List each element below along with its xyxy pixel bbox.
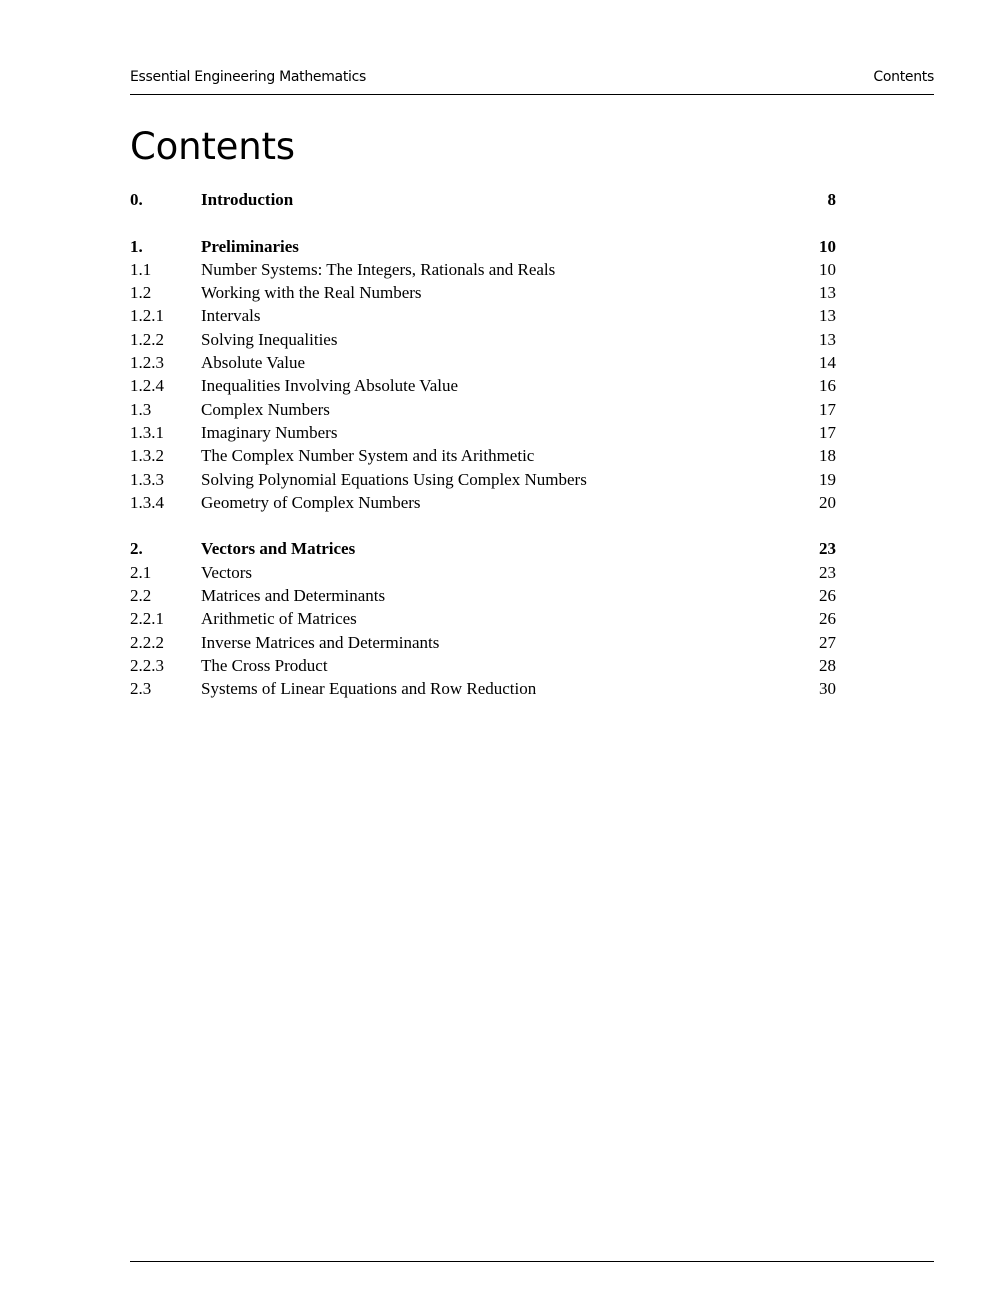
toc-number: 1.2.1 [130,306,164,326]
toc-entry-row[interactable] [130,631,836,654]
toc-page-number: 23 [819,562,836,582]
toc-title: Solving Inequalities [201,329,338,349]
toc-page-number: 19 [819,469,836,489]
toc-page-number: 18 [819,446,836,466]
toc-number: 1.2.2 [130,329,164,349]
toc-title: Number Systems: The Integers, Rationals and Reals [201,259,556,279]
toc-page-number: 10 [819,236,836,256]
toc-title: Solving Polynomial Equations Using Complex Numbers [201,469,587,489]
toc-chapter-section [130,537,836,700]
toc-entry-row[interactable] [130,304,836,327]
toc-title: Systems of Linear Equations and Row Reduction [201,679,537,699]
toc-title: Working with the Real Numbers [201,283,422,303]
toc-chapter-row[interactable] [130,537,836,560]
toc-number: 2.1 [130,562,152,582]
toc-number: 1.3 [130,399,152,419]
toc-title: Intervals [201,306,261,326]
toc-number: 2. [130,539,143,559]
toc-entry-row[interactable] [130,677,836,700]
toc-page-number: 17 [819,422,836,442]
toc-number: 2.2.2 [130,632,164,652]
toc-title: Vectors and Matrices [201,539,356,559]
toc-entry-row[interactable] [130,468,836,491]
toc-number: 2.2 [130,586,152,606]
toc-title: Matrices and Determinants [201,586,386,606]
toc-chapter-section [130,235,836,515]
toc-title: The Complex Number System and its Arithmetic [201,446,535,466]
toc-page-number: 14 [819,353,836,373]
toc-entry-row[interactable] [130,654,836,677]
toc-entry-row[interactable] [130,398,836,421]
running-header [130,66,934,95]
toc-chapter-section [130,188,836,211]
toc-entry-row[interactable] [130,421,836,444]
toc-title: Arithmetic of Matrices [201,609,357,629]
section-name: Contents [873,69,934,85]
toc-entry-row[interactable] [130,281,836,304]
toc-page-number: 30 [819,679,836,699]
toc-entry-row[interactable] [130,258,836,281]
toc-entry-row[interactable] [130,351,836,374]
toc-page-number: 26 [819,609,836,629]
toc-entry-row[interactable] [130,444,836,467]
book-title: Essential Engineering Mathematics [130,69,366,85]
toc-number: 1.2.4 [130,376,164,396]
toc-number: 1.3.3 [130,469,164,489]
toc-page-number: 13 [819,329,836,349]
toc-entry-row[interactable] [130,491,836,514]
toc-entry-row[interactable] [130,374,836,397]
toc-title: Inequalities Involving Absolute Value [201,376,459,396]
toc-title: Geometry of Complex Numbers [201,492,421,512]
toc-number: 1.3.1 [130,422,164,442]
toc-page-number: 27 [819,632,836,652]
toc-number: 2.2.3 [130,655,164,675]
toc-entry-row[interactable] [130,561,836,584]
toc-number: 1. [130,236,143,256]
toc-chapter-row[interactable] [130,235,836,258]
toc-number: 1.3.2 [130,446,164,466]
toc-page-number: 10 [819,259,836,279]
toc-number: 1.1 [130,259,152,279]
toc-page-number: 8 [827,190,836,209]
toc-page-number: 20 [819,492,836,512]
toc-chapter-row[interactable] [130,188,836,211]
toc-number: 1.2.3 [130,353,164,373]
toc-number: 2.2.1 [130,609,164,629]
toc-number: 0. [130,190,143,209]
toc-entry-row[interactable] [130,328,836,351]
toc-number: 1.2 [130,283,152,303]
toc-number: 1.3.4 [130,492,164,512]
toc-title: Preliminaries [201,236,299,256]
page-title: Contents [130,125,295,168]
toc-page-number: 16 [819,376,836,396]
toc-page-number: 13 [819,283,836,303]
toc-page-number: 26 [819,586,836,606]
toc-page-number: 23 [819,539,836,559]
table-of-contents [130,188,836,724]
toc-entry-row[interactable] [130,607,836,630]
toc-title: Inverse Matrices and Determinants [201,632,440,652]
toc-number: 2.3 [130,679,152,699]
toc-title: Imaginary Numbers [201,422,338,442]
toc-title: The Cross Product [201,655,328,675]
toc-page-number: 28 [819,655,836,675]
toc-title: Absolute Value [201,353,306,373]
toc-page-number: 17 [819,399,836,419]
toc-entry-row[interactable] [130,584,836,607]
toc-title: Complex Numbers [201,399,330,419]
footer-rule [130,1261,934,1262]
toc-page-number: 13 [819,306,836,326]
toc-title: Vectors [201,562,252,582]
toc-title: Introduction [201,190,294,209]
